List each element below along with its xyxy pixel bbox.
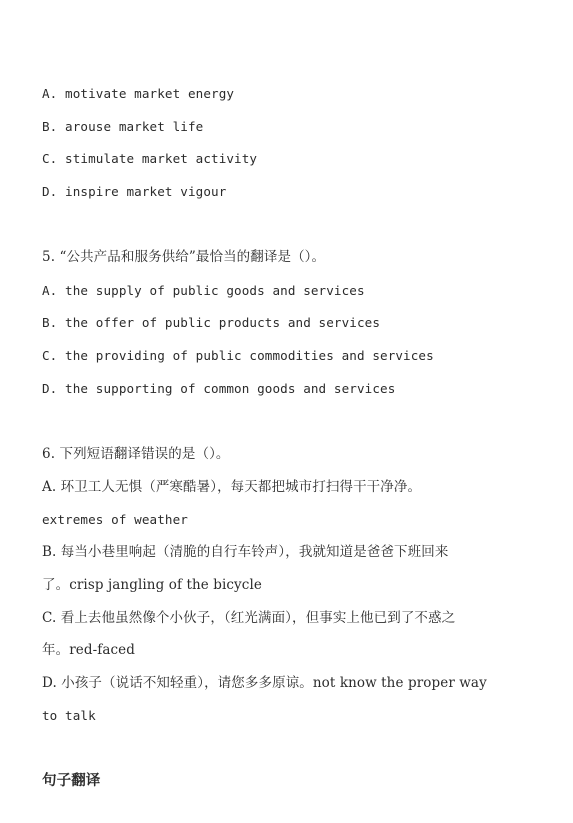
q5-option-a: A. the supply of public goods and services <box>42 283 365 298</box>
q5-option-b: B. the offer of public products and services <box>42 315 381 330</box>
q4-option-a: A. motivate market energy <box>42 86 235 101</box>
q4-option-b: B. arouse market life <box>42 119 204 134</box>
q6-option-d-text: D. 小孩子（说话不知轻重），请您多多原谅。not know the proper way <box>42 675 487 691</box>
q6-option-c-continuation: 年。red-faced <box>42 642 135 658</box>
q6-option-b-text: B. 每当小巷里响起（清脆的自行车铃声），我就知道是爸爸下班回来 <box>42 544 449 560</box>
q5-question: 5. “公共产品和服务供给”最恰当的翻译是（）。 <box>42 249 326 265</box>
q6-question: 6. 下列短语翻译错误的是（）。 <box>42 446 230 462</box>
q5-option-d: D. the supporting of common goods and services <box>42 381 396 396</box>
q6-option-c-text: C. 看上去他虽然像个小伙子，（红光满面），但事实上他已到了不惑之 <box>42 610 456 626</box>
q5-option-c: C. the providing of public commodities and services <box>42 348 434 363</box>
q6-option-a-text: A. 环卫工人无惧（严寒酷暑），每天都把城市打扫得干干净净。 <box>42 479 422 495</box>
q6-option-d-continuation: to talk <box>42 708 96 723</box>
q6-option-a-translation: extremes of weather <box>42 512 188 527</box>
q4-option-c: C. stimulate market activity <box>42 151 258 166</box>
section-heading: 句子翻译 <box>42 772 101 789</box>
q6-option-b-continuation: 了。crisp jangling of the bicycle <box>42 577 262 593</box>
q4-option-d: D. inspire market vigour <box>42 184 227 199</box>
